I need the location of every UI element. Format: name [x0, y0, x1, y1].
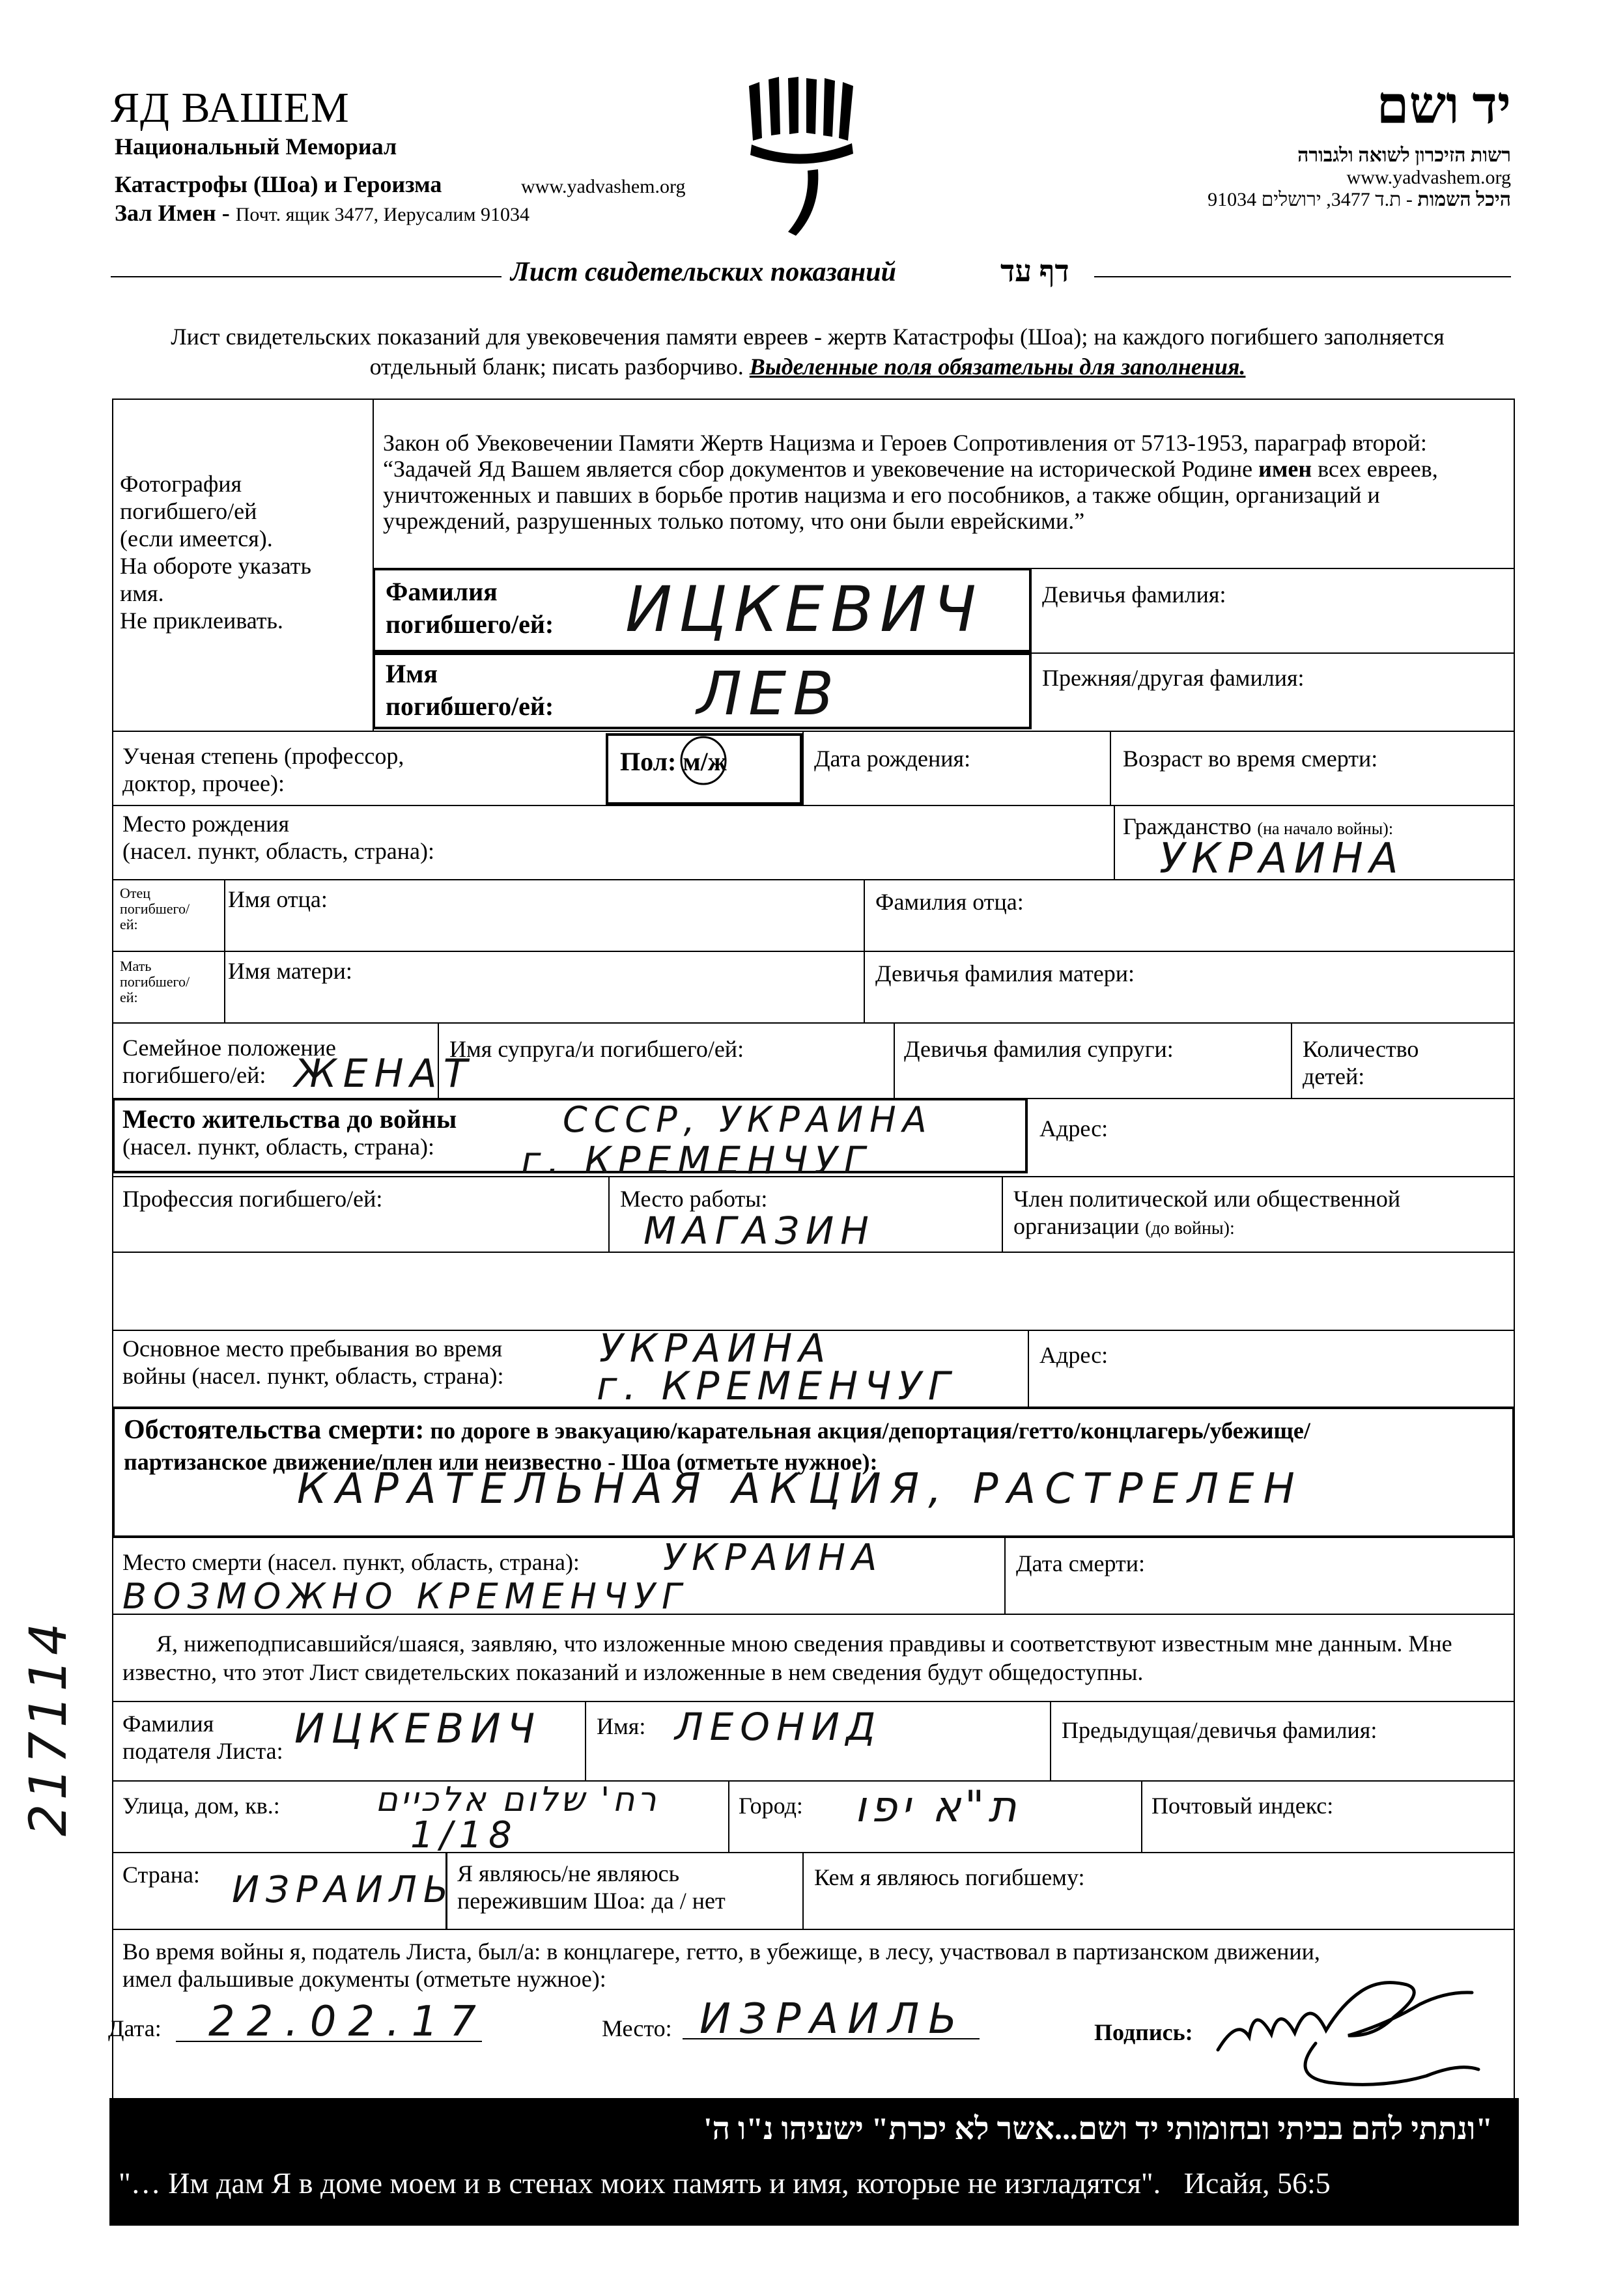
street-value-2[interactable]: 1/18 — [410, 1814, 518, 1856]
title-rule-left — [111, 276, 501, 277]
row-rule-13 — [112, 1852, 1515, 1853]
marital-value[interactable]: ЖЕНАТ — [294, 1051, 474, 1097]
org-title-he: יד ושם — [1376, 77, 1511, 135]
sex-label: Пол: — [620, 747, 677, 776]
city-label: Город: — [739, 1793, 803, 1819]
residence-value-2[interactable]: г. КРЕМЕНЧУГ — [521, 1138, 871, 1183]
submitter-name-divider — [585, 1701, 586, 1780]
hall-address: Почт. ящик 3477, Иерусалим 91034 — [235, 204, 530, 225]
residence-label-bold: Место жительства до войны — [122, 1104, 457, 1134]
residence-address-label: Адрес: — [1039, 1115, 1109, 1141]
signature-scribble[interactable] — [1211, 1965, 1485, 2102]
wartime-value-2[interactable]: г. КРЕМЕНЧУГ — [597, 1364, 957, 1409]
death-circ-value[interactable]: КАРАТЕЛЬНАЯ АКЦИЯ, РАСТРЕЛЕН — [297, 1465, 1304, 1513]
citizenship-divider — [1114, 805, 1115, 879]
row-rule-1 — [112, 731, 1515, 732]
mother-maiden-label: Девичья фамилия матери: — [875, 960, 1135, 987]
father-side-3: ей: — [120, 916, 138, 932]
row-rule-11 — [112, 1701, 1515, 1702]
sex-options[interactable]: м/ж — [683, 747, 727, 776]
row-rule-3 — [112, 879, 1515, 880]
signature-label: Подпись: — [1094, 2019, 1193, 2045]
citizenship-value[interactable]: УКРАИНА — [1159, 835, 1405, 883]
spouse-name-label: Имя супруга/и погибшего/ей: — [449, 1036, 744, 1062]
submitter-surname-label-1: Фамилия — [122, 1711, 214, 1737]
form-title-he: דף עד — [1000, 255, 1069, 288]
mother-side-1: Мать — [120, 958, 152, 974]
place-underline — [683, 2038, 980, 2039]
death-circ-label: Обстоятельства смерти: — [124, 1415, 425, 1445]
workplace-divider — [608, 1176, 610, 1252]
submitter-name-label: Имя: — [597, 1713, 646, 1739]
birthplace-label-1: Место рождения — [122, 811, 290, 837]
birthplace-label-2: (насел. пункт, область, страна): — [122, 838, 435, 864]
zip-label: Почтовый индекс: — [1151, 1793, 1334, 1819]
children-label-2: детей: — [1303, 1063, 1365, 1089]
workplace-label: Место работы: — [620, 1186, 768, 1212]
org-title-ru: ЯД ВАШЕМ — [111, 84, 350, 132]
photo-line-3: (если имеется). — [120, 525, 273, 552]
victim-maiden-label: Девичья фамилия: — [1042, 581, 1226, 608]
death-place-value-2[interactable]: ВОЗМОЖНО КРЕМЕНЧУГ — [122, 1576, 688, 1617]
victim-name-label-1: Имя — [386, 659, 438, 688]
sex-circle-mark — [677, 732, 729, 788]
survivor-label — [457, 1860, 726, 1914]
street-value-1[interactable]: רח' שלום אלכיים — [375, 1780, 659, 1819]
citizenship-note: (на начало войны): — [1257, 819, 1394, 838]
residence-label-2: (насел. пункт, область, страна): — [122, 1134, 435, 1160]
death-place-label: Место смерти (насел. пункт, область, страна): — [122, 1549, 580, 1575]
law-part-2: всех евреев, уничтоженных и павших в борьбе против нацизма и его пособников, а также общин, организаций и учреждений, разрушенных только потому, что они были еврейскими.” — [383, 456, 1438, 534]
law-text — [383, 430, 1503, 534]
row-rule-7 — [112, 1176, 1515, 1177]
age-label: Возраст во время смерти: — [1123, 746, 1378, 772]
profession-label: Профессия погибшего/ей: — [122, 1186, 383, 1212]
survivor-options[interactable]: да / нет — [651, 1888, 726, 1914]
banner-hebrew: "ונתתי להם בביתי ובחומותי יד ושם...אשר לא יכרת" ישעיהו נ"ו ה' — [703, 2112, 1493, 2146]
submitter-wartime-label-1: Во время войны я, податель Листа, был/а: в концлагере, гетто, в убежище, в лесу, участвовал в партизанском движении, — [122, 1939, 1320, 1965]
death-date-label: Дата смерти: — [1016, 1550, 1146, 1576]
wartime-label-1: Основное место пребывания во время — [122, 1336, 503, 1362]
victim-surname-value[interactable]: ИЦКЕВИЧ — [625, 573, 983, 646]
father-surname-label: Фамилия отца: — [875, 889, 1024, 915]
survivor-label-1: Я являюсь/не являюсь — [457, 1860, 680, 1886]
form-title: Лист свидетельских показаний — [511, 257, 896, 287]
wartime-address-label: Адрес: — [1039, 1342, 1109, 1368]
banner-citation: Исайя, 56:5 — [1183, 2166, 1331, 2200]
marital-label-1: Семейное положение — [122, 1035, 336, 1061]
photo-line-5: имя. — [120, 580, 164, 606]
he-hall-label: היכל השמות — [1417, 189, 1511, 210]
children-label — [1303, 1035, 1419, 1090]
father-side-2: погибшего/ — [120, 901, 190, 917]
mother-side-2: погибшего/ — [120, 973, 190, 990]
father-surname-divider — [864, 879, 865, 951]
date-underline — [176, 2041, 482, 2042]
photo-line-1: Фотография — [120, 471, 242, 497]
city-divider — [728, 1780, 729, 1852]
photo-line-4: На обороте указать — [120, 553, 311, 579]
org-line-1: Национальный Мемориал — [115, 133, 397, 160]
place-value[interactable]: ИЗРАИЛЬ — [699, 1995, 967, 2043]
children-divider — [1291, 1022, 1292, 1098]
membership-divider — [1002, 1176, 1003, 1252]
father-side-1: Отец — [120, 885, 151, 901]
intro-body: Лист свидетельских показаний для увековечения памяти евреев - жертв Катастрофы (Шоа); на каждого погибшего заполняется отдельный бланк; писать разборчиво. — [171, 324, 1445, 380]
father-side-label — [120, 886, 190, 932]
date-value[interactable]: 22.02.17 — [208, 1998, 488, 2046]
death-date-divider — [1004, 1538, 1006, 1614]
spouse-maiden-divider — [894, 1022, 895, 1098]
degree-label-1: Ученая степень (профессор, — [122, 743, 404, 769]
death-circ-options-2: партизанское движение/плен или неизвестно - Шоа (отметьте нужное): — [124, 1449, 878, 1475]
victim-surname-label-1: Фамилия — [386, 577, 498, 606]
row-rule-2 — [112, 805, 1515, 806]
photo-line-2: погибшего/ей — [120, 498, 257, 524]
mother-side-label — [120, 959, 190, 1005]
spouse-divider — [438, 1022, 439, 1098]
submitter-prev-label: Предыдущая/девичья фамилия: — [1062, 1717, 1377, 1743]
margin-archive-number: 217114 — [20, 1619, 78, 1836]
mother-name-label: Имя матери: — [228, 958, 352, 984]
victim-name-label-2: погибшего/ей: — [386, 692, 554, 721]
birthplace-label — [122, 810, 434, 865]
victim-surname-label-2: погибшего/ей: — [386, 609, 554, 639]
degree-label-2: доктор, прочее): — [122, 770, 285, 796]
submitter-surname-label — [122, 1710, 283, 1765]
law-part-1: Закон об Увековечении Памяти Жертв Нацизма и Героев Сопротивления от 5713-1953, параграф второй: “Задачей Яд Вашем является сбор документов и увековечение на исторической Родине — [383, 430, 1427, 482]
org-website: www.yadvashem.org — [521, 176, 686, 197]
he-line-3 — [1208, 189, 1511, 211]
victim-surname-label — [386, 576, 554, 641]
he-hall-address: - ת.ד 3477, ירושלים 91034 — [1208, 189, 1413, 210]
victim-name-label — [386, 658, 554, 723]
victim-name-value[interactable]: ЛЕВ — [697, 659, 841, 729]
residence-value-1[interactable]: СССР, УКРАИНА — [563, 1099, 933, 1140]
city-value[interactable]: ת"א יפו — [854, 1782, 1021, 1832]
marital-label-2: погибшего/ей: — [122, 1062, 266, 1088]
intro-text — [150, 322, 1465, 382]
citizenship-label-main: Гражданство — [1123, 813, 1252, 839]
age-divider — [1110, 731, 1111, 805]
wartime-value-1[interactable]: УКРАИНА — [599, 1326, 832, 1371]
submitter-prev-divider — [1050, 1701, 1051, 1780]
org-line-2: Катастрофы (Шоа) и Героизма — [115, 171, 442, 197]
submitter-name-value[interactable]: ЛЕОНИД — [675, 1705, 883, 1749]
submitter-surname-label-2: подателя Листа: — [122, 1738, 283, 1764]
country-label: Страна: — [122, 1862, 200, 1888]
declaration-text: Я, нижеподписавшийся/шаяся, заявляю, что изложенные мною сведения правдивы и соответствуют известным мне данным. Мне известно, что этот Лист свидетельских показаний и изложенные в нем сведения будут общедоступны. — [122, 1631, 1452, 1685]
row-rule-4 — [112, 951, 1515, 952]
workplace-value[interactable]: МАГАЗИН — [643, 1209, 875, 1253]
row-rule-5 — [112, 1022, 1515, 1024]
law-bold: имен — [1258, 456, 1312, 482]
membership-label-2: организации — [1013, 1213, 1140, 1239]
mother-maiden-divider — [864, 951, 865, 1022]
street-label: Улица, дом, кв.: — [122, 1793, 280, 1819]
children-label-1: Количество — [1303, 1036, 1419, 1062]
country-value[interactable]: ИЗРАИЛЬ — [232, 1869, 455, 1911]
membership-label — [1013, 1185, 1400, 1242]
degree-label — [122, 742, 404, 797]
he-line-1: רשות הזיכרון לשואה ולגבורה — [1297, 145, 1511, 166]
submitter-surname-value[interactable]: ИЦКЕВИЧ — [294, 1705, 542, 1752]
hall-of-names — [115, 199, 530, 227]
birth-date-divider-left — [802, 731, 804, 805]
place-label: Место: — [602, 2015, 672, 2041]
yad-vashem-logo — [742, 73, 866, 242]
father-name-label: Имя отца: — [228, 886, 328, 912]
banner-russian — [119, 2166, 1331, 2200]
death-circ-options-1: по дороге в эвакуацию/карательная акция/депортация/гетто/концлагерь/убежище/ — [430, 1418, 1310, 1444]
banner-russian-quote: "… Им дам Я в доме моем и в стенах моих память и имя, которые не изгладятся". — [119, 2166, 1161, 2200]
intro-emphasis: Выделенные поля обязательны для заполнения. — [749, 354, 1246, 380]
wartime-address-divider — [1028, 1330, 1029, 1407]
title-rule-right — [1094, 276, 1511, 277]
spouse-maiden-label: Девичья фамилия супруги: — [904, 1036, 1174, 1062]
membership-label-1: Член политической или общественной — [1013, 1186, 1401, 1212]
maiden-divider — [1032, 652, 1515, 654]
row-rule-8 — [112, 1252, 1515, 1253]
relation-label: Кем я являюсь погибшему: — [814, 1864, 1085, 1890]
submitter-wartime-label-2: имел фальшивые документы (отметьте нужное): — [122, 1966, 606, 1992]
survivor-label-2: пережившим Шоа: — [457, 1888, 646, 1914]
row-rule-10 — [112, 1614, 1515, 1615]
date-label: Дата: — [108, 2015, 162, 2041]
mother-side-3: ей: — [120, 989, 138, 1005]
wartime-label — [122, 1335, 504, 1390]
photo-line-6: Не приклеивать. — [120, 608, 283, 634]
hall-label: Зал Имен - — [115, 200, 230, 226]
membership-note: (до войны): — [1145, 1218, 1235, 1239]
quote-banner — [109, 2098, 1519, 2226]
zip-divider — [1141, 1780, 1142, 1852]
death-place-value-1[interactable]: УКРАИНА — [663, 1537, 884, 1579]
birth-date-label: Дата рождения: — [814, 746, 971, 772]
photo-instructions — [120, 470, 367, 634]
residence-label — [122, 1106, 457, 1160]
wartime-label-2: войны (насел. пункт, область, страна): — [122, 1363, 504, 1389]
victim-other-name-label: Прежняя/другая фамилия: — [1042, 665, 1305, 691]
he-website: www.yadvashem.org — [1346, 167, 1511, 188]
row-rule-14 — [112, 1929, 1515, 1930]
